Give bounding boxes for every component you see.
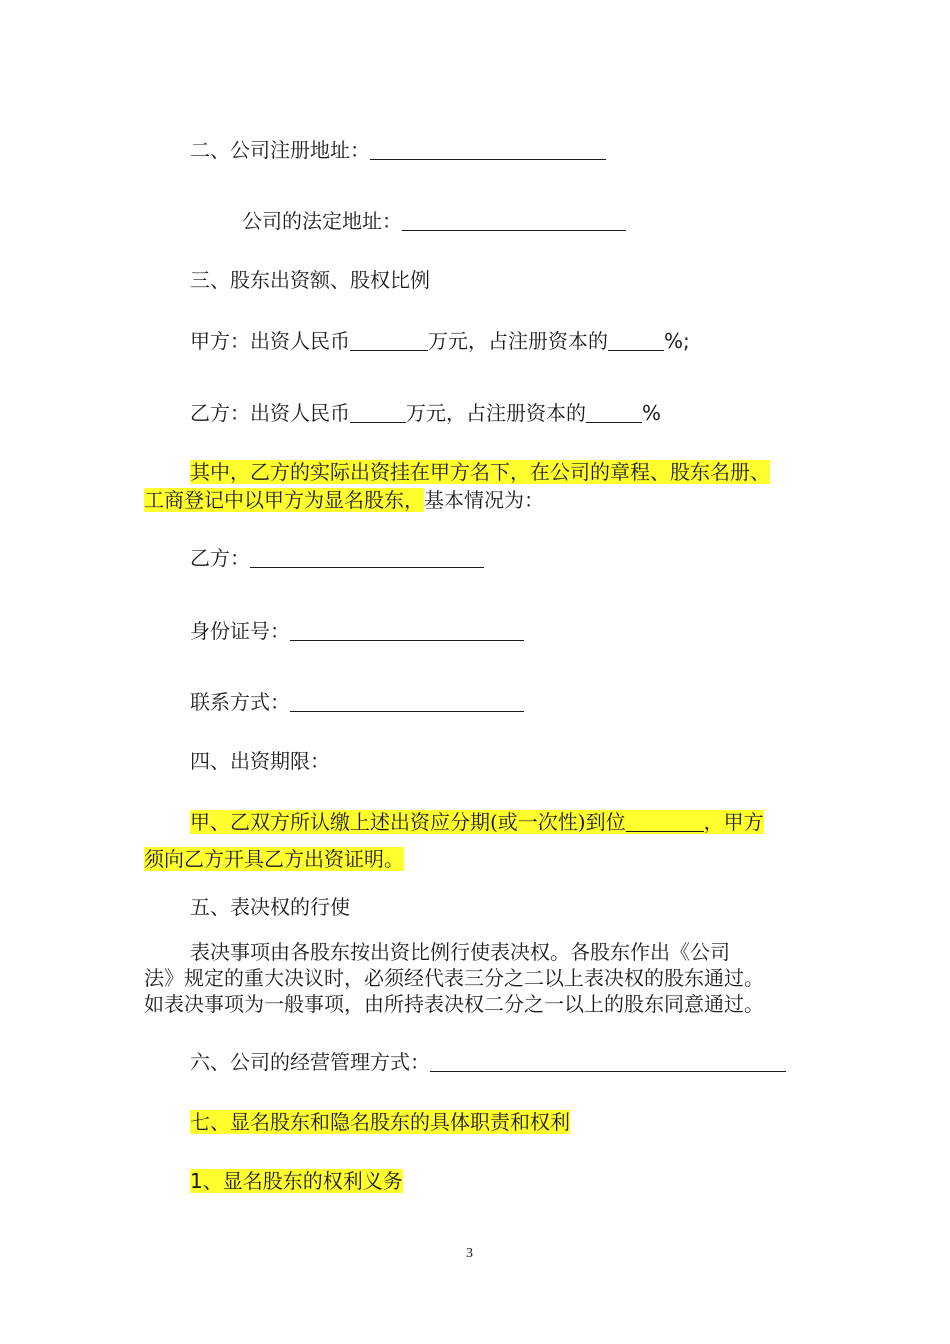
party-a-capital-line bbox=[190, 327, 690, 355]
party-b-unit: 万元，占注册资本的 bbox=[406, 401, 586, 425]
section-6-heading bbox=[190, 1048, 786, 1076]
party-a-label: 甲方：出资人民币 bbox=[190, 329, 350, 353]
subsection-1-number: 1 bbox=[190, 1169, 203, 1193]
section-4-title: 四、出资期限： bbox=[190, 749, 330, 773]
nominee-basic-info: 基本情况为： bbox=[424, 488, 544, 512]
party-b-name-blank[interactable] bbox=[250, 547, 484, 568]
term-text-post: ，甲方 bbox=[703, 810, 764, 834]
voting-line-3: 如表决事项为一般事项，由所持表决权二分之一以上的股东同意通过。 bbox=[144, 992, 764, 1016]
party-a-ratio-blank[interactable] bbox=[608, 330, 664, 351]
legal-address-label: 公司的法定地址： bbox=[242, 209, 402, 233]
term-text-pre: 甲、乙双方所认缴上述出资应分期(或一次性)到位 bbox=[190, 810, 626, 834]
nominee-paragraph-line-1 bbox=[190, 458, 770, 486]
party-b-amount-blank[interactable] bbox=[350, 402, 406, 423]
contact-blank[interactable] bbox=[290, 691, 524, 712]
section-7-heading bbox=[190, 1108, 570, 1136]
id-number-blank[interactable] bbox=[290, 620, 524, 641]
nominee-highlight-2: 工商登记中以甲方为显名股东， bbox=[144, 488, 424, 512]
term-date-blank[interactable] bbox=[626, 811, 704, 832]
management-method-blank[interactable] bbox=[430, 1051, 786, 1072]
term-highlight-2: 须向乙方开具乙方出资证明。 bbox=[144, 847, 404, 871]
party-a-amount-blank[interactable] bbox=[350, 330, 428, 351]
subsection-1-text: 、显名股东的权利义务 bbox=[202, 1169, 403, 1193]
subsection-1-highlight bbox=[190, 1169, 403, 1193]
voting-line-1: 表决事项由各股东按出资比例行使表决权。各股东作出《公司 bbox=[190, 940, 730, 964]
subsection-1-heading bbox=[190, 1167, 403, 1195]
registered-address-blank[interactable] bbox=[370, 139, 606, 160]
voting-line-2: 法》规定的重大决议时，必须经代表三分之二以上表决权的股东通过。 bbox=[144, 966, 764, 990]
term-line-1 bbox=[190, 808, 764, 836]
section-5-title: 五、表决权的行使 bbox=[190, 895, 350, 919]
section-2-heading bbox=[190, 136, 606, 164]
term-highlight-1 bbox=[190, 810, 764, 834]
party-b-ratio-blank[interactable] bbox=[586, 402, 642, 423]
id-number-line bbox=[190, 617, 524, 645]
party-b-info-line bbox=[190, 544, 484, 572]
section-7-title: 七、显名股东和隐名股东的具体职责和权利 bbox=[190, 1110, 570, 1134]
legal-address-line bbox=[242, 207, 626, 235]
section-6-title: 六、公司的经营管理方式： bbox=[190, 1050, 430, 1074]
party-b-info-label: 乙方： bbox=[190, 546, 250, 570]
term-line-2 bbox=[144, 845, 404, 873]
nominee-paragraph-line-2 bbox=[144, 486, 544, 514]
party-a-percent: %; bbox=[664, 329, 690, 353]
section-2-title: 二、公司注册地址： bbox=[190, 138, 370, 162]
contact-label: 联系方式： bbox=[190, 690, 290, 714]
page-number: 3 bbox=[466, 1246, 473, 1261]
party-b-label: 乙方：出资人民币 bbox=[190, 401, 350, 425]
party-a-unit: 万元，占注册资本的 bbox=[428, 329, 608, 353]
legal-address-blank[interactable] bbox=[402, 210, 626, 231]
section-3-title: 三、股东出资额、股权比例 bbox=[190, 268, 430, 292]
party-b-percent: % bbox=[642, 401, 662, 425]
id-number-label: 身份证号： bbox=[190, 619, 290, 643]
contact-line bbox=[190, 688, 524, 716]
party-b-capital-line bbox=[190, 399, 661, 427]
nominee-highlight-1: 其中，乙方的实际出资挂在甲方名下，在公司的章程、股东名册、 bbox=[190, 460, 770, 484]
